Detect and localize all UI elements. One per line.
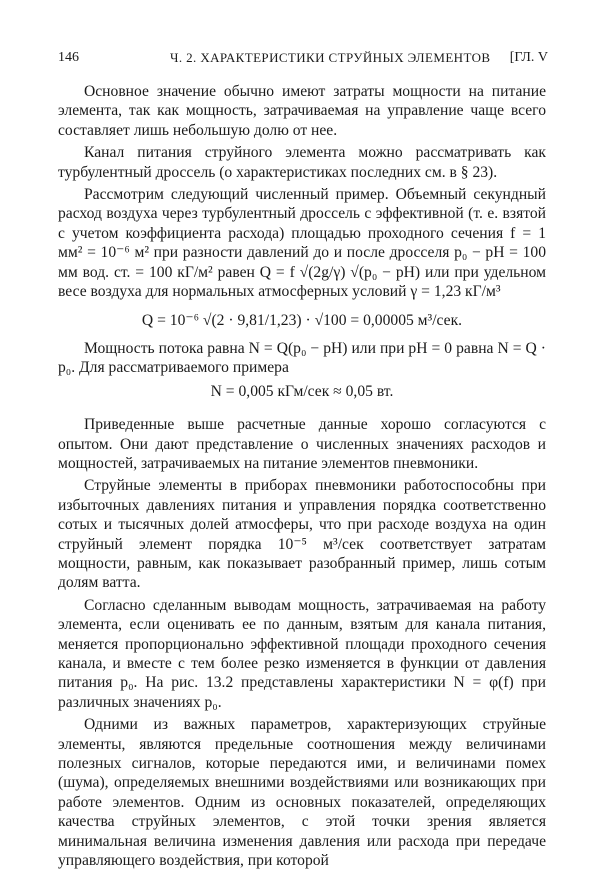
running-title: Ч. 2. ХАРАКТЕРИСТИКИ СТРУЙНЫХ ЭЛЕМЕНТОВ bbox=[170, 50, 491, 65]
page-number: 146 bbox=[58, 50, 79, 65]
paragraph: Мощность потока равна N = Q(p₀ − pН) или при pН = 0 равна N = Q · p₀. Для рассматриваемого примера bbox=[58, 339, 546, 377]
paragraph: Рассмотрим следующий численный пример. Объемный секундный расход воздуха через турбулентный дроссель с эффективной (т. е. взятой с учетом коэффициента расхода) площадью проходного сечения f = 1 мм² = 10⁻⁶ м² при разности давлений до и после дросселя p₀ − pН = 100 мм вод. ст. = 100 кГ/м² равен Q = f √(2g/γ) √(p₀ − pН) или при удельном весе воздуха для нормальных атмосферных условий γ = 1,23 кГ/м³ bbox=[58, 186, 546, 301]
paragraph: Одними из важных параметров, характеризующих струйные элементы, являются предельные соотношения между величинами полезных сигналов, которые передаются ими, и величинами помех (шума), определяемых внешними воздействиями или возникающих при работе элементов. Одним из основных показателей, определяющих качества струйных элементов, с этой точки зрения является минимальная величина изменения давления или расхода при передаче управляющего воздействия, при которой bbox=[58, 716, 546, 870]
paragraph: Приведенные выше расчетные данные хорошо согласуются с опытом. Они дают представление о численных значениях расходов и мощностей, затрачиваемых на питание элементов пневмоники. bbox=[58, 416, 546, 472]
page-body bbox=[58, 82, 546, 870]
chapter-label: [ГЛ. V bbox=[509, 50, 548, 65]
paragraph: Основное значение обычно имеют затраты мощности на питание элемента, так как мощность, затрачиваемая на управление чаще всего составляет лишь небольшую долю от нее. bbox=[58, 83, 546, 139]
formula-power: N = 0,005 кГм/сек ≈ 0,05 вт. bbox=[210, 382, 394, 400]
paragraph: Согласно сделанным выводам мощность, затрачиваемая на работу элемента, если оценивать ее по данным, взятым для канала питания, меняется пропорционально эффективной площади проходного сечения канала, и вместе с тем более резко изменяется в функции от давления питания p₀. На рис. 13.2 представлены характеристики N = φ(f) при различных значениях p₀. bbox=[58, 596, 546, 711]
paragraph: Канал питания струйного элемента можно рассматривать как турбулентный дроссель (о характеристиках последних см. в § 23). bbox=[58, 144, 546, 181]
formula-flow-rate: Q = 10⁻⁶ √(2 · 9,81/1,23) · √100 = 0,00005 м³/сек. bbox=[141, 312, 463, 330]
paragraph: Струйные элементы в приборах пневмоники работоспособны при избыточных давлениях питания и управления порядка соответственно сотых и тысячных долей атмосферы, что при расходе воздуха на один струйный элемент порядка 10⁻⁵ м³/сек соответствует затратам мощности, равным, как показывает разобранный пример, лишь сотым долям ватта. bbox=[58, 477, 546, 592]
page-header bbox=[58, 50, 548, 70]
